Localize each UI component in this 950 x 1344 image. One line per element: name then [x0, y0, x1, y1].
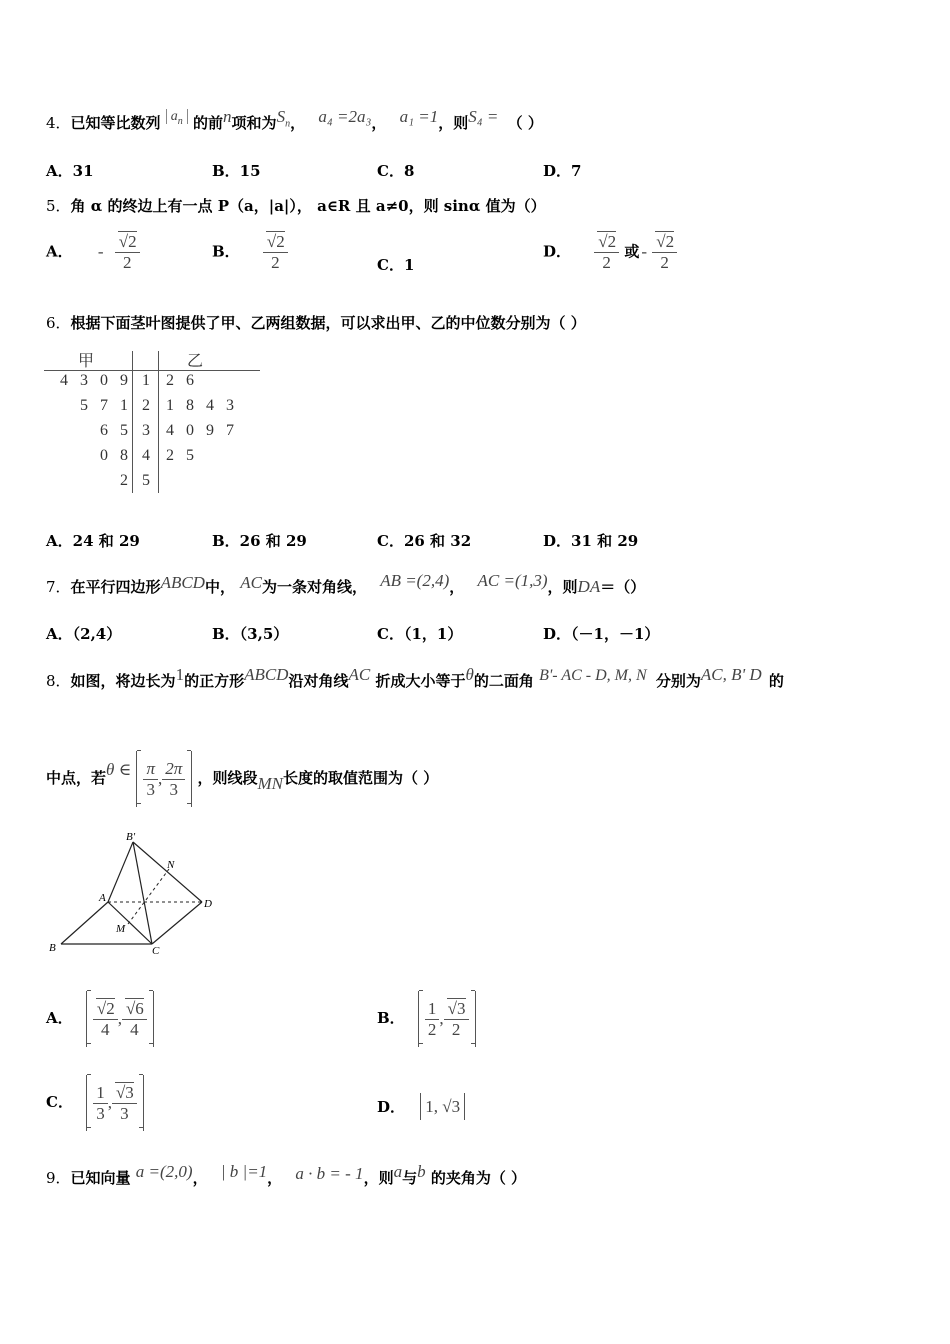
- equation-a1: a₁ =1: [399, 107, 439, 126]
- equation-a4: a₄ =2a₃: [318, 107, 372, 126]
- question-8: 8．如图，将边长为1的正方形ABCD沿对角线AC 折成大小等于θ的二面角 B'- AC - D, M, N 分别为AC, B' D 的: [46, 665, 784, 690]
- q7-option-d[interactable]: D．（－1，－1）: [543, 625, 660, 643]
- question-6: 6．根据下面茎叶图提供了甲、乙两组数据，可以求出甲、乙的中位数分别为（ ）: [46, 314, 586, 332]
- leaf-left-row: 4 3 0 9: [60, 372, 132, 389]
- q5-option-b[interactable]: B． $\frac{√2}{2}$: [212, 232, 288, 273]
- question-text: 角 α 的终边上有一点 P（a，|a|）， a∈R 且 a≠0，则 sinα 值为（）: [70, 197, 546, 215]
- sequence-symbol: $a_n$: [166, 109, 188, 124]
- theta-range: $\frac{\pi}{3}$ , $\frac{2\pi}{3}$: [136, 751, 192, 807]
- label-m: M: [116, 923, 126, 935]
- q7-option-c[interactable]: C．（1，1）: [377, 625, 463, 643]
- dihedral-angle: B'- AC - D, M, N: [539, 667, 647, 684]
- q8-option-c[interactable]: C． $\frac{1}{3}$ , $\frac{√3}{3}$: [46, 1074, 144, 1131]
- q5-option-c[interactable]: C．1: [377, 256, 415, 274]
- leaf-right-row: 4 0 9 7: [166, 422, 238, 439]
- question-5: 5．角 α 的终边上有一点 P（a，|a|）， a∈R 且 a≠0，则 sinα 值为（）: [46, 197, 546, 215]
- leaf-left-row: 6 5: [100, 422, 132, 439]
- question-8-line2: 中点，若θ ∈ $\frac{\pi}{3}$ , $\frac{2\pi}{3}$ ，则线段MN长度的取值范围为（ ）: [46, 750, 438, 807]
- label-b: B: [49, 942, 56, 954]
- q5-option-a[interactable]: A． - $\frac{√2}{2}$: [46, 232, 140, 273]
- question-number: 4．: [46, 114, 71, 132]
- header-yi: 乙: [187, 353, 204, 370]
- stem: 1: [142, 372, 150, 389]
- leaf-right-row: 2 5: [166, 447, 198, 464]
- label-a: A: [99, 892, 106, 904]
- leaf-right-row: 1 8 4 3: [166, 397, 238, 414]
- label-n: N: [167, 859, 175, 871]
- equation-s4: S₄ =: [468, 107, 499, 126]
- vector-b-norm: | b |=1: [220, 1162, 268, 1181]
- folded-square-figure: [40, 824, 230, 960]
- leaf-left-row: 0 8: [100, 447, 132, 464]
- q4-option-b[interactable]: B．15: [212, 162, 261, 180]
- stem-leaf-plot: [44, 345, 266, 495]
- q4-option-a[interactable]: A．31: [46, 162, 94, 180]
- leaf-left-row: 5 7 1: [80, 397, 132, 414]
- dot-product: a · b = - 1: [295, 1164, 364, 1183]
- q5-option-d[interactable]: D． $\frac{√2}{2}$ 或 - $\frac{√2}{2}$: [543, 232, 677, 273]
- question-4: 4．已知等比数列 $a_n$ 的前n项和为$S_n$， a₄ =2a₃， a₁ =1，则S₄ = （ ）: [46, 107, 543, 132]
- question-9: 9．已知向量 a =(2,0)， | b |=1， a · b = - 1，则a与b 的夹角为（ ）: [46, 1162, 527, 1187]
- question-7: 7．在平行四边形ABCD中， AC为一条对角线， AB =(2,4)， AC =(1,3)，则DA＝（）: [46, 571, 646, 596]
- q4-option-d[interactable]: D．7: [543, 162, 582, 180]
- question-text: 根据下面茎叶图提供了甲、乙两组数据，可以求出甲、乙的中位数分别为（ ）: [70, 314, 586, 332]
- q7-option-a[interactable]: A．（2,4）: [46, 625, 122, 643]
- vector-ac: AC =(1,3): [477, 571, 548, 590]
- q6-option-d[interactable]: D．31 和 29: [543, 532, 639, 550]
- stem: 4: [142, 447, 150, 464]
- q6-option-a[interactable]: A．24 和 29: [46, 532, 140, 550]
- vector-ab: AB =(2,4): [380, 571, 450, 590]
- leaf-left-row: 2: [120, 472, 132, 489]
- q8-option-a[interactable]: A． $\frac{√2}{4}$ , $\frac{√6}{4}$: [46, 990, 154, 1047]
- q7-option-b[interactable]: B．（3,5）: [212, 625, 289, 643]
- label-d: D: [204, 898, 212, 910]
- q6-option-b[interactable]: B．26 和 29: [212, 532, 307, 550]
- q8-option-b[interactable]: B． $\frac{1}{2}$ , $\frac{√3}{2}$: [377, 990, 476, 1047]
- q8-option-d[interactable]: D． 1, √3: [377, 1097, 465, 1117]
- stem: 3: [142, 422, 150, 439]
- q4-option-c[interactable]: C．8: [377, 162, 415, 180]
- label-c: C: [152, 945, 160, 957]
- label-b-prime: B': [126, 831, 136, 843]
- vector-a-def: a =(2,0): [135, 1162, 193, 1181]
- stem: 5: [142, 472, 150, 489]
- q6-option-c[interactable]: C．26 和 32: [377, 532, 472, 550]
- leaf-right-row: 2 6: [166, 372, 198, 389]
- vector-da: DA: [577, 577, 601, 596]
- header-jia: 甲: [78, 353, 95, 370]
- stem: 2: [142, 397, 150, 414]
